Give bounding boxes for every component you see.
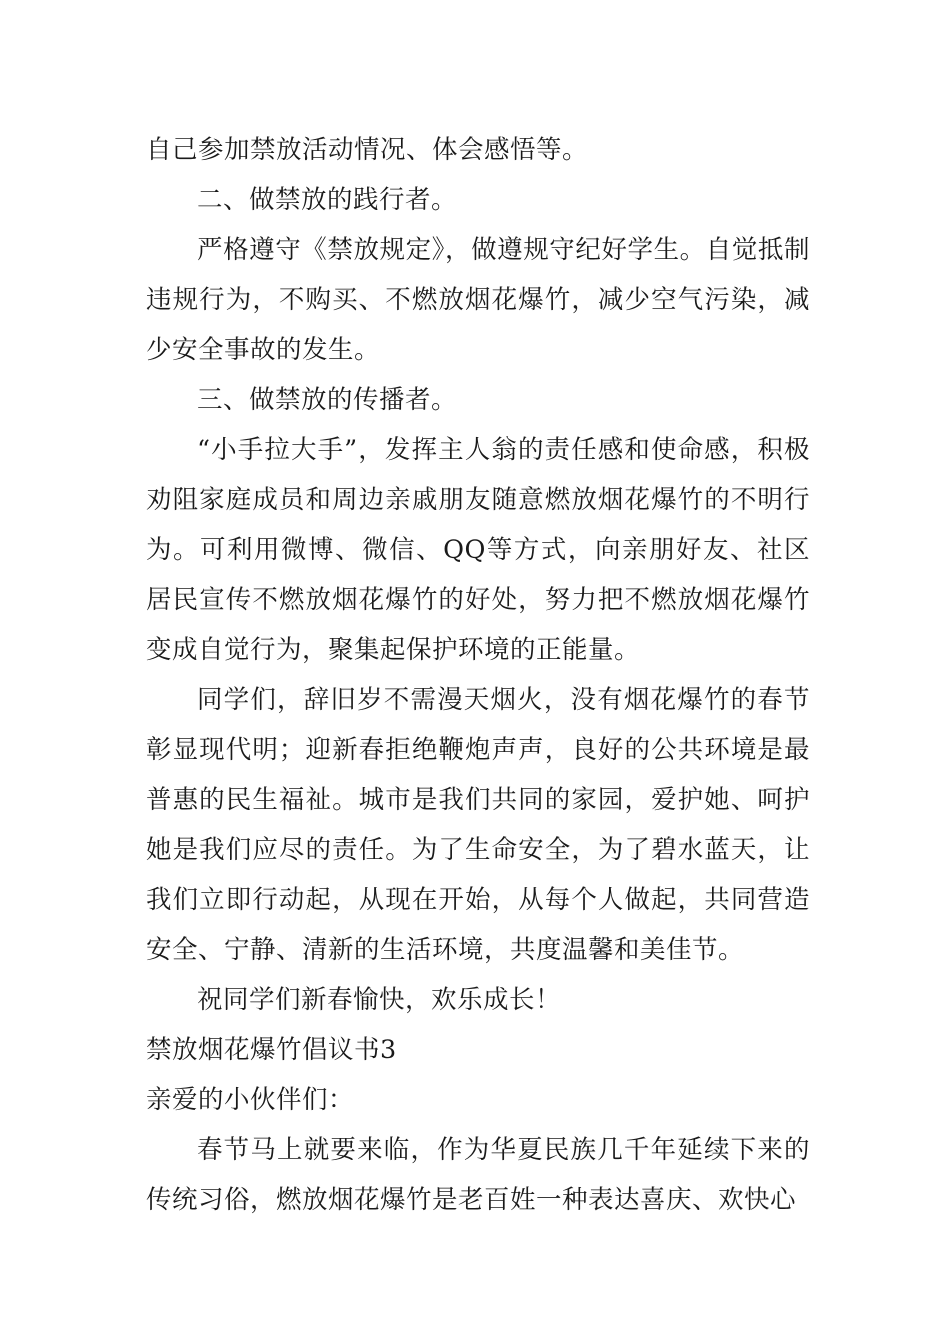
- paragraph-spread: “小手拉大手”，发挥主人翁的责任感和使命感，积极劝阻家庭成员和周边亲戚朋友随意燃放烟花爆竹的不明行为。可利用微博、微信、QQ等方式，向亲朋好友、社区居民宣传不燃放烟花爆竹的好处，努力把不燃放烟花爆竹变成自觉行为，聚集起保护环境的正能量。: [146, 435, 810, 665]
- paragraph-wishes: 祝同学们新春愉快，欢乐成长！: [197, 985, 562, 1015]
- section-heading-2: 二、做禁放的践行者。: [197, 185, 458, 215]
- paragraph-intro: 春节马上就要来临，作为华夏民族几千年延续下来的传统习俗，燃放烟花爆竹是老百姓一种表达喜庆、欢快心: [146, 1135, 810, 1215]
- paragraph-continuation: 自己参加禁放活动情况、体会感悟等。: [146, 135, 589, 165]
- document-title-3: 禁放烟花爆竹倡议书3: [146, 1035, 397, 1065]
- paragraph-practice: 严格遵守《禁放规定》，做遵规守纪好学生。自觉抵制违规行为，不购买、不燃放烟花爆竹，减少空气污染，减少安全事故的发生。: [146, 235, 810, 365]
- section-heading-3: 三、做禁放的传播者。: [197, 385, 458, 415]
- paragraph-appeal: 同学们，辞旧岁不需漫天烟火，没有烟花爆竹的春节彰显现代明；迎新春拒绝鞭炮声声，良好的公共环境是最普惠的民生福祉。城市是我们共同的家园，爱护她、呵护她是我们应尽的责任。为了生命安全，为了碧水蓝天，让我们立即行动起，从现在开始，从每个人做起，共同营造安全、宁静、清新的生活环境，共度温馨和美佳节。: [146, 685, 810, 965]
- salutation: 亲爱的小伙伴们：: [146, 1085, 355, 1115]
- document-body: [146, 125, 810, 1225]
